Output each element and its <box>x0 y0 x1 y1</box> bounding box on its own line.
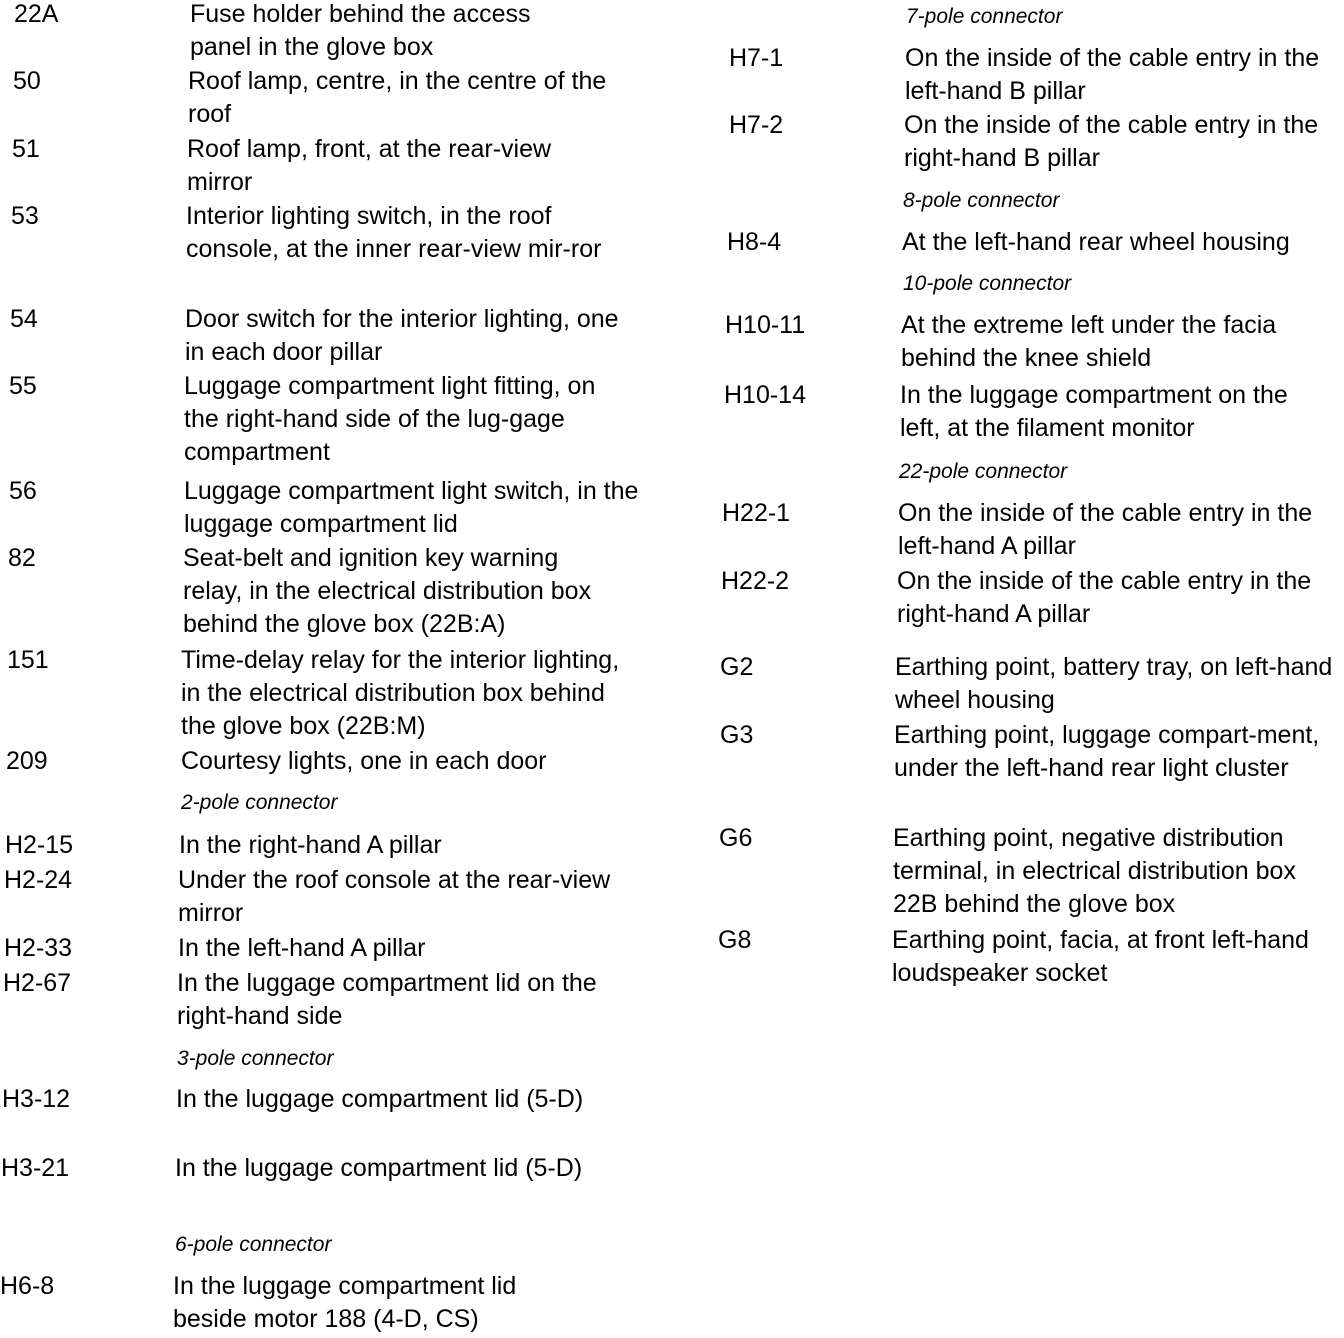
item-description: In the luggage compartment lid (5-D) <box>176 1085 584 1113</box>
section-heading-3-pole: 3-pole connector <box>177 1047 334 1070</box>
item-code: H7-1 <box>729 44 784 72</box>
item-code: 54 <box>10 305 38 333</box>
item-description: At the left-hand rear wheel housing <box>902 228 1290 256</box>
item-description: Earthing point, luggage compart-ment, under the left-hand rear light cluster <box>894 721 1320 782</box>
item-description: Time-delay relay for the interior lighting, in the electrical distribution box behind the glove box (22B:M) <box>181 646 620 740</box>
item-code: G6 <box>719 824 753 852</box>
item-code: 50 <box>13 67 41 95</box>
item-code: H2-15 <box>5 831 74 859</box>
item-code: H8-4 <box>727 228 782 256</box>
item-code: H22-1 <box>722 499 791 527</box>
item-description: Under the roof console at the rear-view mirror <box>178 866 611 927</box>
item-description: Earthing point, negative distribution terminal, in electrical distribution box 22B behind the glove box <box>893 824 1296 918</box>
item-description: Earthing point, facia, at front left-hand loudspeaker socket <box>892 926 1309 987</box>
item-description: On the inside of the cable entry in the left-hand A pillar <box>898 499 1313 560</box>
item-code: H3-21 <box>1 1154 70 1182</box>
item-code: 151 <box>7 646 49 674</box>
item-code: H10-14 <box>724 381 806 409</box>
item-code: 56 <box>9 477 37 505</box>
item-code: 22A <box>14 0 59 28</box>
section-heading-6-pole: 6-pole connector <box>175 1233 332 1256</box>
item-code: H10-11 <box>725 311 806 339</box>
item-code: H6-8 <box>0 1272 55 1300</box>
item-description: Earthing point, battery tray, on left-hand wheel housing <box>895 653 1333 714</box>
section-heading-10-pole: 10-pole connector <box>903 272 1072 295</box>
item-description: Seat-belt and ignition key warning relay, in the electrical distribution box behind the glove box (22B:A) <box>183 544 592 638</box>
section-heading-22-pole: 22-pole connector <box>899 460 1068 483</box>
item-code: H7-2 <box>729 111 784 139</box>
item-description: In the luggage compartment on the left, at the filament monitor <box>900 381 1288 442</box>
item-code: H3-12 <box>2 1085 71 1113</box>
item-description: Fuse holder behind the access panel in the glove box <box>190 0 531 61</box>
item-code: 55 <box>9 372 37 400</box>
item-description: Courtesy lights, one in each door <box>181 747 547 775</box>
item-code: 53 <box>11 202 39 230</box>
item-description: On the inside of the cable entry in the right-hand B pillar <box>904 111 1319 172</box>
item-description: In the luggage compartment lid (5-D) <box>175 1154 583 1182</box>
section-heading-7-pole: 7-pole connector <box>906 5 1063 28</box>
item-description: Roof lamp, centre, in the centre of the roof <box>188 67 607 128</box>
item-description: Luggage compartment light fitting, on the right-hand side of the lug-gage compartment <box>184 372 596 466</box>
item-description: On the inside of the cable entry in the left-hand B pillar <box>905 44 1320 105</box>
section-heading-2-pole: 2-pole connector <box>181 791 338 814</box>
item-code: H22-2 <box>721 567 790 595</box>
item-description: In the luggage compartment lid on the right-hand side <box>177 969 597 1030</box>
item-code: 82 <box>8 544 36 572</box>
section-heading-8-pole: 8-pole connector <box>903 189 1060 212</box>
item-description: Door switch for the interior lighting, one in each door pillar <box>185 305 619 366</box>
item-code: H2-24 <box>4 866 73 894</box>
item-code: G2 <box>720 653 754 681</box>
item-code: 209 <box>6 747 48 775</box>
item-code: H2-33 <box>4 934 73 962</box>
item-description: In the right-hand A pillar <box>179 831 442 859</box>
item-code: G8 <box>718 926 752 954</box>
item-description: At the extreme left under the facia behind the knee shield <box>901 311 1277 372</box>
item-description: Roof lamp, front, at the rear-view mirror <box>187 135 552 196</box>
item-description: In the luggage compartment lid beside motor 188 (4-D, CS) <box>173 1272 517 1333</box>
item-description: Interior lighting switch, in the roof console, at the inner rear-view mir-ror <box>186 202 602 263</box>
item-description: In the left-hand A pillar <box>178 934 426 962</box>
item-description: Luggage compartment light switch, in the luggage compartment lid <box>184 477 639 538</box>
item-description: On the inside of the cable entry in the right-hand A pillar <box>897 567 1312 628</box>
item-code: H2-67 <box>3 969 72 997</box>
item-code: 51 <box>12 135 40 163</box>
item-code: G3 <box>720 721 754 749</box>
